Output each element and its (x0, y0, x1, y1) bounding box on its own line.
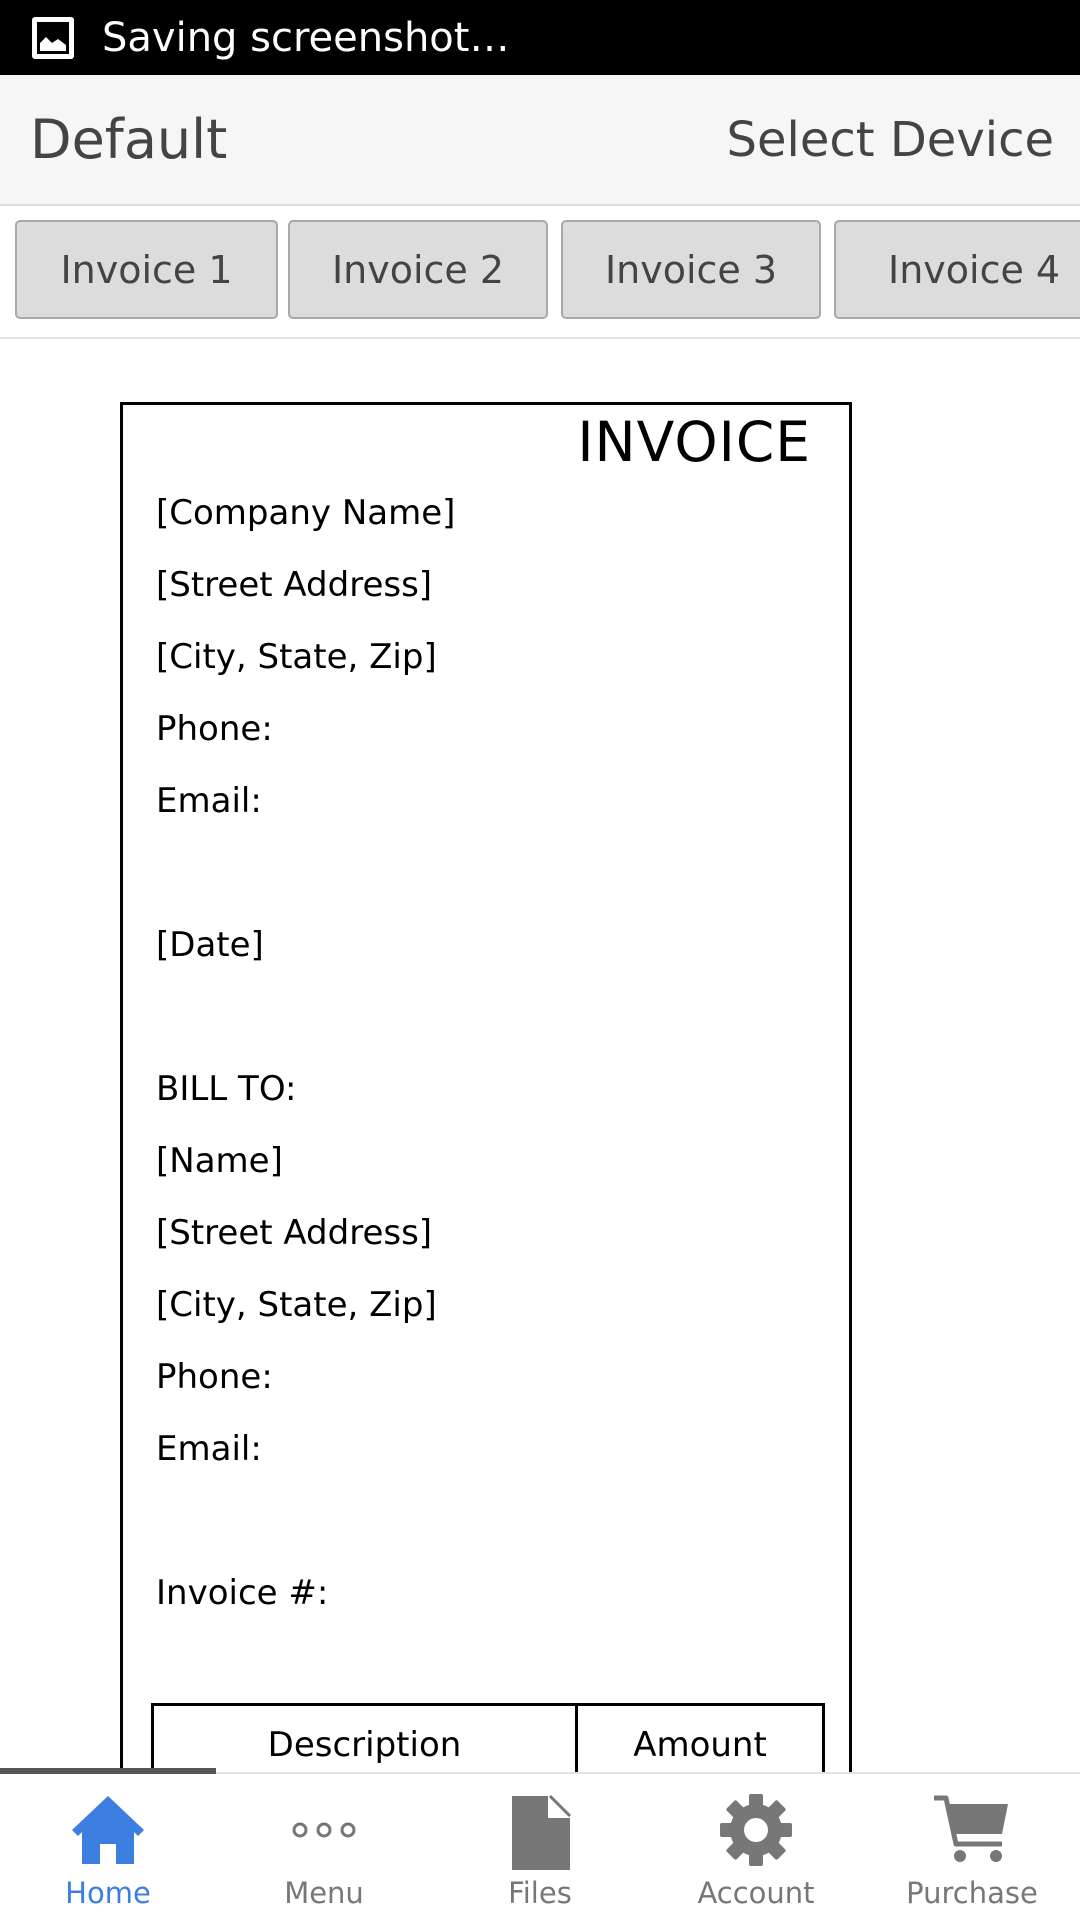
client-name: [Name] (156, 1141, 283, 1181)
nav-menu[interactable] (216, 1774, 432, 1922)
home-icon (70, 1792, 146, 1872)
client-city: [City, State, Zip] (156, 1285, 437, 1325)
company-email: Email: (156, 781, 262, 821)
nav-account[interactable] (648, 1774, 864, 1922)
company-street: [Street Address] (156, 565, 433, 605)
client-email: Email: (156, 1429, 262, 1469)
cart-icon (932, 1792, 1012, 1872)
tab-invoice-1[interactable]: Invoice 1 (15, 220, 278, 319)
nav-account-label: Account (697, 1876, 815, 1910)
invoice-document (120, 402, 852, 1782)
nav-purchase[interactable] (864, 1774, 1080, 1922)
invoice-number-label: Invoice #: (156, 1573, 329, 1613)
select-device-button[interactable]: Select Device (726, 111, 1054, 168)
page-title: Default (30, 108, 228, 171)
app-header (0, 75, 1080, 206)
nav-files-label: Files (508, 1876, 572, 1910)
more-icon (286, 1792, 362, 1872)
tab-invoice-2[interactable]: Invoice 2 (288, 220, 548, 319)
nav-files[interactable] (432, 1774, 648, 1922)
company-name: [Company Name] (156, 493, 456, 533)
invoice-tabs (0, 206, 1080, 339)
company-phone: Phone: (156, 709, 273, 749)
client-street: [Street Address] (156, 1213, 433, 1253)
image-icon (32, 17, 74, 59)
nav-home[interactable] (0, 1774, 216, 1922)
bottom-navigation (0, 1772, 1080, 1920)
bill-to-label: BILL TO: (156, 1069, 297, 1109)
amount-header: Amount (577, 1705, 824, 1785)
tab-invoice-3[interactable]: Invoice 3 (561, 220, 821, 319)
file-icon (502, 1792, 578, 1878)
status-text: Saving screenshot… (102, 14, 510, 61)
nav-purchase-label: Purchase (906, 1876, 1038, 1910)
client-phone: Phone: (156, 1357, 273, 1397)
tab-invoice-4[interactable]: Invoice 4 (834, 220, 1080, 319)
company-city: [City, State, Zip] (156, 637, 437, 677)
description-header: Description (153, 1705, 577, 1785)
invoice-title: INVOICE (577, 410, 811, 474)
status-bar (0, 0, 1080, 75)
invoice-date: [Date] (156, 925, 264, 965)
nav-home-label: Home (65, 1876, 151, 1910)
nav-menu-label: Menu (284, 1876, 364, 1910)
gear-icon (718, 1792, 794, 1872)
